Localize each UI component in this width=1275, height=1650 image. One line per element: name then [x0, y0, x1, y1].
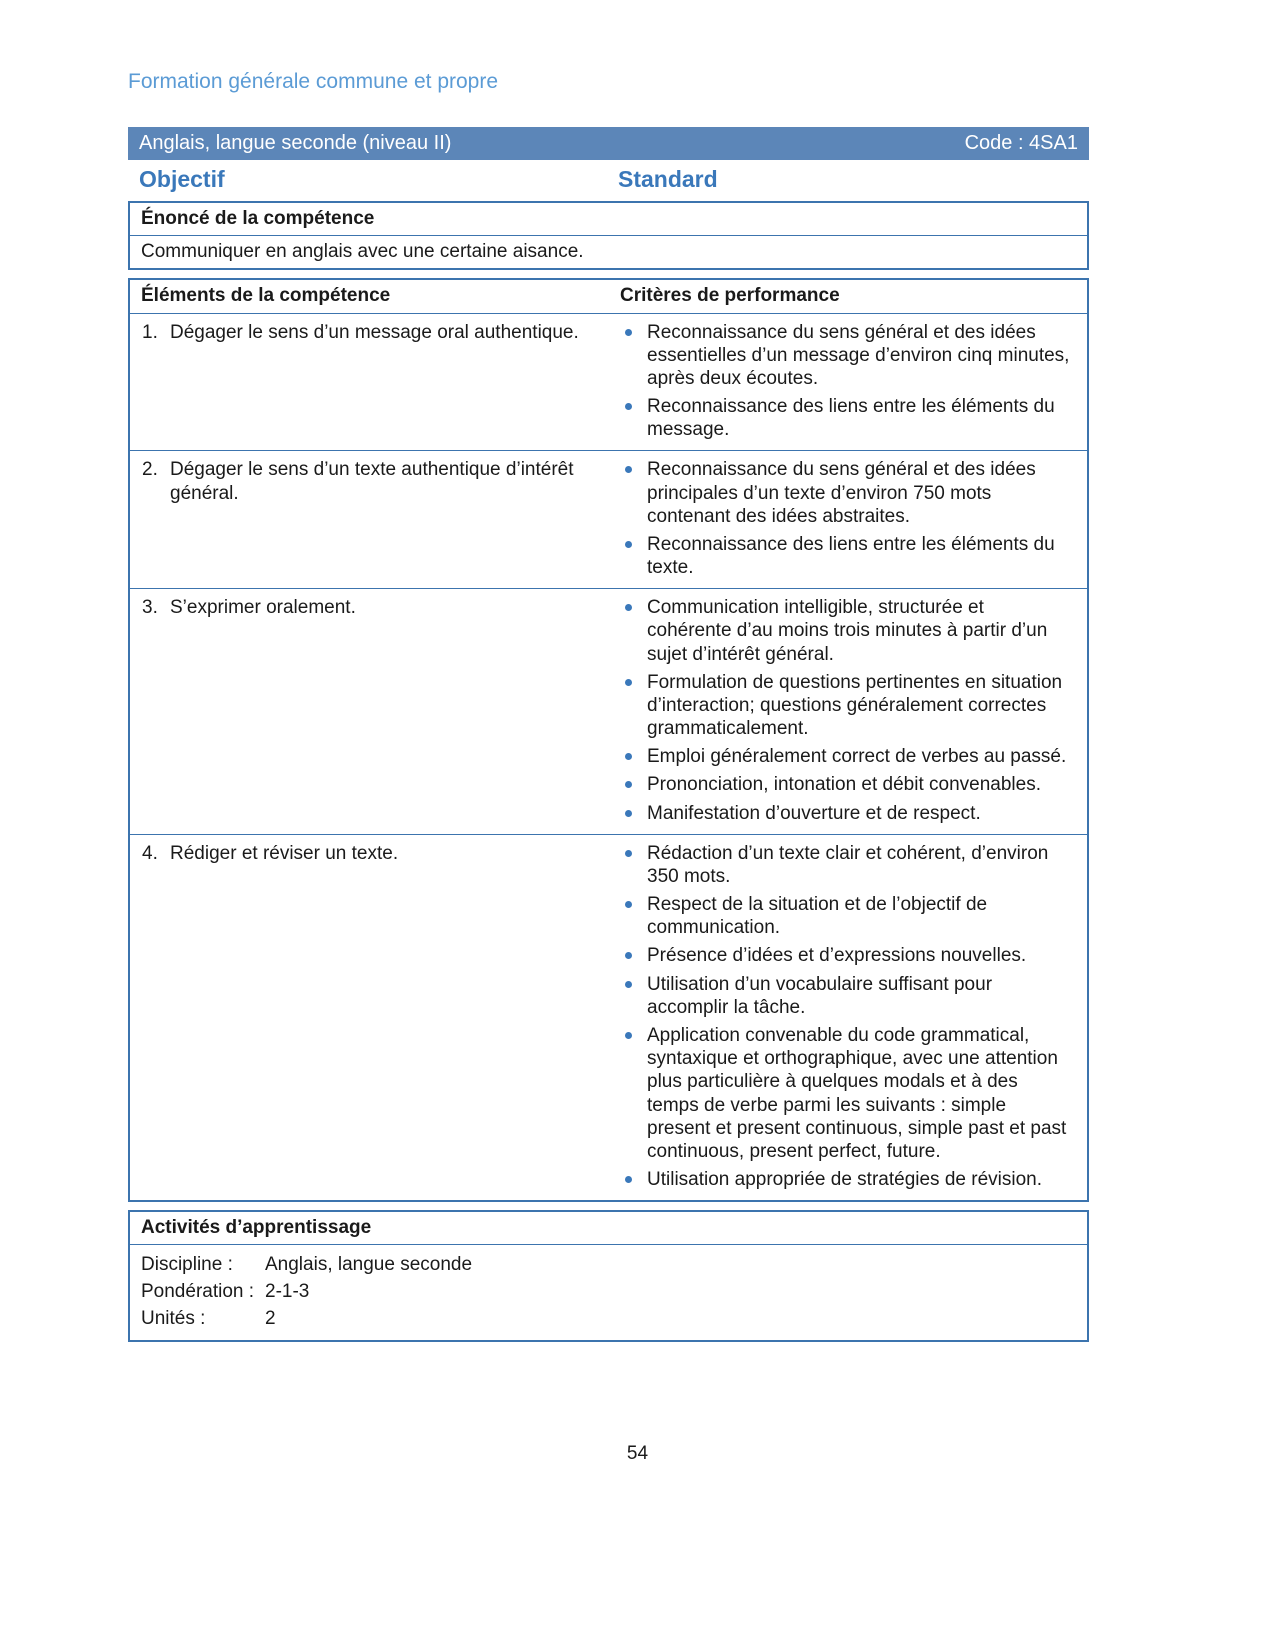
criteria-item [622, 973, 1073, 1019]
activity-value: Anglais, langue seconde [265, 1254, 473, 1276]
bullet-icon [625, 403, 632, 410]
activity-row [141, 1251, 1077, 1278]
activity-value: 2-1-3 [265, 1281, 310, 1303]
bullet-icon [625, 753, 632, 760]
criteria-text: Prononciation, intonation et débit convenables. [647, 774, 1041, 796]
element-text: Rédiger et réviser un texte. [170, 842, 399, 864]
element-cell [130, 451, 609, 588]
criteria-item [622, 395, 1073, 441]
bullet-icon [625, 541, 632, 548]
element-number: 1. [142, 321, 158, 343]
bullet-icon [625, 850, 632, 857]
competence-row [130, 314, 1087, 452]
standard-heading: Standard [618, 166, 718, 192]
criteria-text: Présence d’idées et d’expressions nouvelles. [647, 945, 1027, 967]
competence-row [130, 451, 1087, 589]
criteria-item [622, 944, 1073, 967]
bullet-icon [625, 952, 632, 959]
bullet-icon [625, 1032, 632, 1039]
criteria-text: Utilisation appropriée de stratégies de révision. [647, 1169, 1042, 1191]
element-text: Dégager le sens d’un texte authentique d’intérêt général. [170, 459, 574, 504]
activity-value: 2 [265, 1308, 276, 1330]
criteria-text: Respect de la situation et de l’objectif de communication. [647, 894, 988, 939]
page-number: 54 [626, 1443, 649, 1464]
criteria-item [622, 1024, 1073, 1163]
element-text: S’exprimer oralement. [170, 597, 356, 619]
criteria-item [622, 802, 1073, 825]
bullet-icon [625, 901, 632, 908]
bullet-icon [625, 466, 632, 473]
criteria-text: Reconnaissance des liens entre les éléments du texte. [647, 533, 1055, 579]
criteria-list [609, 451, 1087, 588]
criteria-text: Application convenable du code grammatical, syntaxique et orthographique, avec une attention plus particulière à quelques modals et à des temps de verbe parmi les suivants : simple present et present continuous, simple past et past continuous, present perfect, future. [647, 1024, 1067, 1162]
element-cell [130, 589, 609, 834]
criteria-item [622, 773, 1073, 796]
criteria-text: Emploi généralement correct de verbes au passé. [647, 746, 1067, 768]
activites-table [128, 1210, 1089, 1342]
criteria-text: Communication intelligible, structurée et cohérente d’au moins trois minutes à partir d’un sujet d’intérêt général. [647, 597, 1048, 665]
page-content [128, 0, 1089, 1342]
breadcrumb: Formation générale commune et propre [128, 70, 499, 93]
criteria-list [609, 589, 1087, 834]
competence-row [130, 835, 1087, 1200]
criteria-list [609, 835, 1087, 1200]
criteria-text: Reconnaissance du sens général et des idées principales d’un texte d’environ 750 mots contenant des idées abstraites. [647, 459, 1036, 527]
criteria-item [622, 321, 1073, 391]
elements-column-header: Éléments de la compétence [141, 285, 391, 307]
criteria-item [622, 893, 1073, 939]
activites-body [130, 1245, 1087, 1340]
competence-table [128, 278, 1089, 1202]
criteria-text: Reconnaissance du sens général et des idées essentielles d’un message d’environ cinq minutes, après deux écoutes. [647, 321, 1070, 389]
criteria-text: Manifestation d’ouverture et de respect. [647, 802, 981, 824]
activity-label: Pondération : [141, 1281, 255, 1303]
activity-label: Unités : [141, 1308, 206, 1330]
element-cell [130, 835, 609, 1200]
criteria-text: Utilisation d’un vocabulaire suffisant pour accomplir la tâche. [647, 973, 993, 1018]
section-title: Anglais, langue seconde (niveau II) [139, 132, 452, 154]
competence-table-header [130, 280, 1087, 313]
section-code: Code : 4SA1 [964, 132, 1078, 154]
criteria-text: Formulation de questions pertinentes en situation d’interaction; questions généralement correctes grammaticalement. [647, 671, 1063, 740]
activity-label: Discipline : [141, 1254, 233, 1276]
enonce-text: Communiquer en anglais avec une certaine aisance. [141, 241, 584, 263]
criteria-item [622, 1168, 1073, 1191]
activity-row [141, 1305, 1077, 1332]
criteres-column-header: Critères de performance [620, 285, 840, 307]
objectif-heading: Objectif [139, 166, 225, 192]
bullet-icon [625, 981, 632, 988]
criteria-text: Rédaction d’un texte clair et cohérent, d’environ 350 mots. [647, 842, 1049, 887]
criteria-item [622, 842, 1073, 888]
criteria-item [622, 533, 1073, 579]
competence-row [130, 589, 1087, 835]
criteria-item [622, 745, 1073, 768]
enonce-heading: Énoncé de la compétence [130, 203, 1087, 236]
bullet-icon [625, 781, 632, 788]
criteria-list [609, 314, 1087, 451]
element-number: 3. [142, 597, 158, 619]
enonce-table [128, 201, 1089, 270]
element-text: Dégager le sens d’un message oral authentique. [170, 321, 579, 343]
element-number: 4. [142, 842, 158, 864]
section-header-band [128, 127, 1089, 160]
activity-row [141, 1278, 1077, 1305]
activites-heading: Activités d’apprentissage [130, 1212, 1087, 1245]
element-cell [130, 314, 609, 451]
bullet-icon [625, 1176, 632, 1183]
bullet-icon [625, 810, 632, 817]
criteria-item [622, 671, 1073, 741]
criteria-item [622, 458, 1073, 528]
criteria-item [622, 596, 1073, 666]
bullet-icon [625, 679, 632, 686]
bullet-icon [625, 329, 632, 336]
objectif-standard-row [128, 160, 1089, 201]
bullet-icon [625, 604, 632, 611]
element-number: 2. [142, 459, 158, 481]
criteria-text: Reconnaissance des liens entre les éléments du message. [647, 396, 1055, 441]
